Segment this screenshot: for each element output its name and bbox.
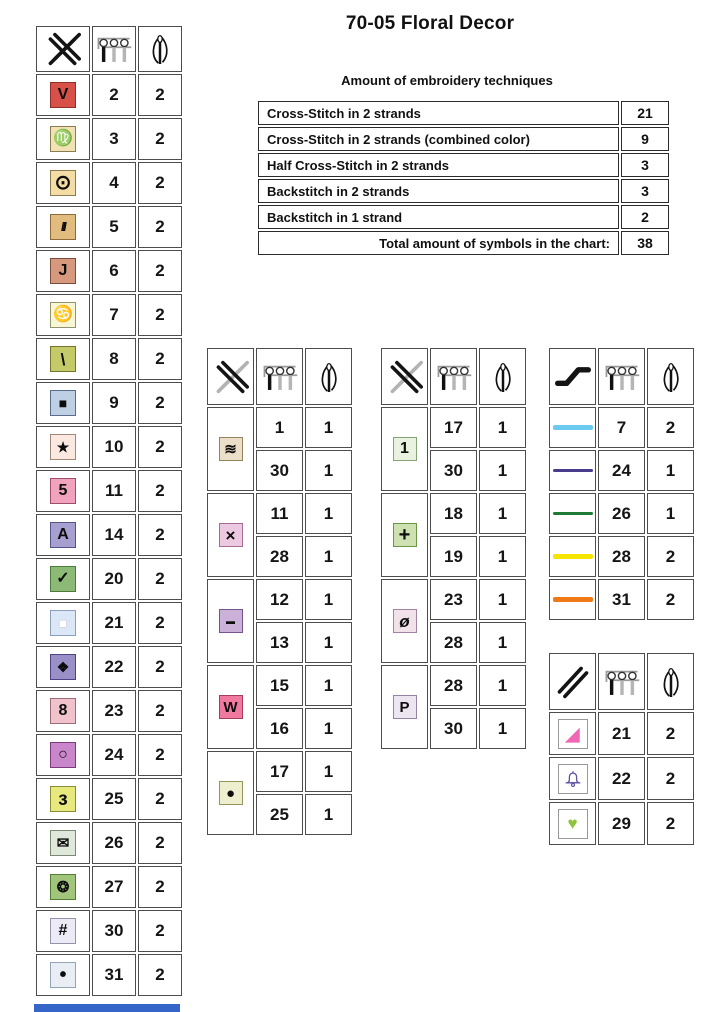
backstitch-icon <box>549 348 596 405</box>
symbol-cell <box>36 690 90 732</box>
stitch-symbol-glyph: 1 <box>400 440 409 457</box>
strands-cell: 1 <box>305 708 352 749</box>
strands-cell: 2 <box>138 822 182 864</box>
strands-cell: 2 <box>138 118 182 160</box>
technique-count: 2 <box>621 205 669 229</box>
color-number-cell: 30 <box>92 910 136 952</box>
legend-header-row <box>549 348 694 405</box>
symbol-cell <box>207 493 254 577</box>
strands-cell: 1 <box>479 579 526 620</box>
strands-cell: 1 <box>479 407 526 448</box>
summary-row <box>258 101 669 125</box>
strands-cell: 2 <box>138 250 182 292</box>
legend-row <box>36 778 182 820</box>
strands-cell: 1 <box>479 536 526 577</box>
symbol-cell <box>381 407 428 491</box>
color-number-cell: 25 <box>256 794 303 835</box>
color-number-cell: 1 <box>256 407 303 448</box>
symbol-cell <box>549 536 596 577</box>
legend-row <box>381 407 526 448</box>
stitch-symbol <box>50 566 76 592</box>
symbol-cell <box>36 74 90 116</box>
legend-row <box>207 407 352 448</box>
legend-row <box>207 493 352 534</box>
strands-cell: 2 <box>138 646 182 688</box>
bell-symbol <box>558 764 588 794</box>
symbol-cell <box>36 514 90 556</box>
strands-cell: 2 <box>647 757 694 800</box>
total-label: Total amount of symbols in the chart: <box>258 231 619 255</box>
color-number-cell: 19 <box>430 536 477 577</box>
technique-label: Half Cross-Stitch in 2 strands <box>258 153 619 177</box>
symbol-cell <box>36 558 90 600</box>
technique-count: 3 <box>621 153 669 177</box>
stitch-symbol <box>219 695 243 719</box>
legend-header-row <box>36 26 182 72</box>
legend-row <box>36 162 182 204</box>
strands-cell: 2 <box>647 407 694 448</box>
stitch-symbol-glyph: 8 <box>58 702 68 719</box>
color-number-cell: 17 <box>430 407 477 448</box>
strands-cell: 2 <box>138 426 182 468</box>
legend-row <box>549 450 694 491</box>
stitch-symbol <box>219 523 243 547</box>
legend-header-row <box>207 348 352 405</box>
symbol-cell <box>36 250 90 292</box>
legend-row <box>36 734 182 776</box>
color-number-cell: 2 <box>92 74 136 116</box>
stitch-symbol-glyph: ✉ <box>56 834 70 852</box>
strands-cell: 1 <box>305 622 352 663</box>
stitch-symbol-glyph: ♍ <box>53 130 73 147</box>
strands-cell: 2 <box>138 866 182 908</box>
color-number-cell: 31 <box>598 579 645 620</box>
stitch-symbol <box>393 695 417 719</box>
needle-strands-icon <box>479 348 526 405</box>
legend-row <box>36 954 182 996</box>
stitch-symbol <box>50 654 76 680</box>
strands-cell: 2 <box>138 74 182 116</box>
stitch-symbol <box>50 610 76 636</box>
symbol-cell <box>36 602 90 644</box>
cross-stitch-icon <box>36 26 90 72</box>
stitch-symbol-glyph: ≋ <box>224 440 237 458</box>
legend-row <box>36 602 182 644</box>
stitch-symbol <box>219 609 243 633</box>
legend-row <box>549 712 694 755</box>
summary-total-row <box>258 231 669 255</box>
embroidery-techniques-table <box>256 99 671 257</box>
combined-cross-stitch-icon <box>207 348 254 405</box>
stitch-symbol-glyph: • <box>59 964 67 986</box>
symbol-cell <box>381 579 428 663</box>
strands-cell: 2 <box>138 162 182 204</box>
color-number-cell: 22 <box>598 757 645 800</box>
color-number-cell: 13 <box>256 622 303 663</box>
color-number-cell: 9 <box>92 382 136 424</box>
stitch-symbol-glyph: + <box>398 524 411 546</box>
stitch-symbol-glyph: ▬ <box>226 615 235 626</box>
technique-count: 9 <box>621 127 669 151</box>
bell-icon <box>563 769 583 789</box>
strands-cell: 2 <box>138 206 182 248</box>
legend-row <box>36 118 182 160</box>
stitch-symbol <box>50 434 76 460</box>
legend-row <box>36 822 182 864</box>
legend-row <box>36 338 182 380</box>
color-number-cell: 18 <box>430 493 477 534</box>
legend-row <box>36 558 182 600</box>
legend-row <box>381 493 526 534</box>
symbol-cell <box>549 757 596 800</box>
summary-row <box>258 127 669 151</box>
strands-cell: 2 <box>138 558 182 600</box>
color-number-cell: 27 <box>92 866 136 908</box>
stitch-symbol <box>393 437 417 461</box>
half-cross-stitch-icon <box>549 653 596 710</box>
symbol-cell <box>549 579 596 620</box>
strands-cell: 2 <box>138 690 182 732</box>
strands-cell: 2 <box>138 602 182 644</box>
color-number-cell: 7 <box>92 294 136 336</box>
strands-cell: 1 <box>305 751 352 792</box>
stitch-symbol <box>50 522 76 548</box>
legend-row <box>36 294 182 336</box>
symbol-cell <box>36 910 90 952</box>
cross-stitch-legend-table <box>34 24 184 998</box>
strands-cell: 2 <box>138 470 182 512</box>
thread-color-icon <box>92 26 136 72</box>
stitch-symbol <box>50 258 76 284</box>
color-number-cell: 25 <box>92 778 136 820</box>
stitch-symbol-glyph: ◢ <box>565 723 580 744</box>
summary-table-title: Amount of embroidery techniques <box>341 73 553 88</box>
backstitch-line-swatch <box>553 554 593 559</box>
stitch-symbol-glyph: ■ <box>58 395 68 411</box>
technique-label: Cross-Stitch in 2 strands (combined color) <box>258 127 619 151</box>
needle-strands-icon <box>305 348 352 405</box>
color-number-cell: 22 <box>92 646 136 688</box>
strands-cell: 2 <box>647 536 694 577</box>
strands-cell: 1 <box>479 708 526 749</box>
color-number-cell: 7 <box>598 407 645 448</box>
summary-row <box>258 179 669 203</box>
stitch-symbol-glyph: ■ <box>58 615 68 631</box>
color-number-cell: 11 <box>256 493 303 534</box>
legend-row <box>549 493 694 534</box>
symbol-cell <box>36 382 90 424</box>
strands-cell: 2 <box>138 734 182 776</box>
technique-count: 21 <box>621 101 669 125</box>
color-number-cell: 23 <box>92 690 136 732</box>
backstitch-line-swatch <box>553 425 593 430</box>
backstitch-line-swatch <box>553 469 593 472</box>
color-number-cell: 29 <box>598 802 645 845</box>
color-number-cell: 17 <box>256 751 303 792</box>
strands-cell: 2 <box>138 338 182 380</box>
backstitch-line-swatch <box>553 597 593 602</box>
stitch-symbol <box>50 830 76 856</box>
stitch-symbol <box>50 874 76 900</box>
stitch-symbol <box>219 781 243 805</box>
technique-label: Cross-Stitch in 2 strands <box>258 101 619 125</box>
legend-row <box>549 579 694 620</box>
legend-row <box>381 665 526 706</box>
legend-row <box>36 690 182 732</box>
combined-color-legend-table-2 <box>379 346 528 751</box>
strands-cell: 2 <box>138 382 182 424</box>
combined-cross-stitch-icon <box>381 348 428 405</box>
strands-cell: 1 <box>479 450 526 491</box>
stitch-symbol <box>50 698 76 724</box>
stitch-symbol <box>50 170 76 196</box>
legend-row <box>36 206 182 248</box>
symbol-cell <box>36 206 90 248</box>
stitch-symbol-glyph: A <box>57 526 69 543</box>
symbol-cell <box>207 751 254 835</box>
stitch-symbol-glyph: V <box>57 86 69 103</box>
strands-cell: 1 <box>305 493 352 534</box>
strands-cell: 2 <box>647 802 694 845</box>
stitch-symbol-glyph: P <box>399 698 410 716</box>
color-number-cell: 6 <box>92 250 136 292</box>
legend-row <box>36 74 182 116</box>
legend-row <box>36 250 182 292</box>
stitch-symbol <box>558 809 588 839</box>
strands-cell: 2 <box>647 712 694 755</box>
color-number-cell: 10 <box>92 426 136 468</box>
strands-cell: 1 <box>479 493 526 534</box>
thread-color-icon <box>598 653 645 710</box>
strands-cell: 2 <box>138 294 182 336</box>
legend-row <box>36 426 182 468</box>
stitch-symbol-glyph: # <box>58 922 68 939</box>
stitch-symbol-glyph: × <box>225 525 236 545</box>
symbol-cell <box>36 338 90 380</box>
symbol-cell <box>207 665 254 749</box>
combined-color-legend-table-1 <box>205 346 354 837</box>
strands-cell: 1 <box>305 536 352 577</box>
legend-row <box>549 536 694 577</box>
strands-cell: 1 <box>647 450 694 491</box>
color-number-cell: 24 <box>598 450 645 491</box>
stitch-symbol-glyph: ɜ <box>58 788 68 810</box>
half-cross-stitch-legend-table <box>547 651 696 847</box>
legend-row <box>207 751 352 792</box>
color-number-cell: 30 <box>256 450 303 491</box>
stitch-symbol <box>393 523 417 547</box>
stitch-symbol <box>50 918 76 944</box>
stitch-symbol-glyph: ✓ <box>56 570 70 587</box>
strands-cell: 1 <box>647 493 694 534</box>
legend-row <box>36 382 182 424</box>
stitch-symbol-glyph: 5 <box>58 482 68 499</box>
color-number-cell: 14 <box>92 514 136 556</box>
stitch-symbol-glyph: ♋ <box>53 306 73 323</box>
symbol-cell <box>36 822 90 864</box>
color-number-cell: 12 <box>256 579 303 620</box>
stitch-symbol-glyph: ○ <box>58 746 68 763</box>
symbol-cell <box>36 162 90 204</box>
symbol-cell <box>36 778 90 820</box>
color-number-cell: 26 <box>92 822 136 864</box>
symbol-cell <box>36 646 90 688</box>
stitch-symbol-glyph: \ <box>60 349 66 369</box>
legend-row <box>549 802 694 845</box>
stitch-symbol-glyph: ● <box>225 784 236 802</box>
stitch-symbol-glyph: J <box>58 262 68 279</box>
symbol-cell <box>36 734 90 776</box>
color-number-cell: 8 <box>92 338 136 380</box>
stitch-symbol <box>50 214 76 240</box>
stitch-symbol-glyph: W <box>223 698 238 716</box>
legend-row <box>36 910 182 952</box>
legend-header-row <box>381 348 526 405</box>
strands-cell: 1 <box>305 407 352 448</box>
thread-color-icon <box>598 348 645 405</box>
symbol-cell <box>36 866 90 908</box>
strands-cell: 2 <box>138 910 182 952</box>
color-number-cell: 15 <box>256 665 303 706</box>
color-number-cell: 3 <box>92 118 136 160</box>
color-number-cell: 5 <box>92 206 136 248</box>
stitch-symbol-glyph: ★ <box>56 439 70 455</box>
strands-cell: 1 <box>305 450 352 491</box>
stitch-symbol <box>558 719 588 749</box>
stitch-symbol-glyph: ⊙ <box>54 172 72 194</box>
symbol-cell <box>549 493 596 534</box>
symbol-cell <box>381 493 428 577</box>
summary-row <box>258 153 669 177</box>
stitch-symbol <box>50 346 76 372</box>
legend-row <box>381 579 526 620</box>
stitch-symbol <box>50 962 76 988</box>
color-number-cell: 26 <box>598 493 645 534</box>
technique-label: Backstitch in 1 strand <box>258 205 619 229</box>
stitch-symbol <box>50 302 76 328</box>
color-number-cell: 20 <box>92 558 136 600</box>
technique-count: 3 <box>621 179 669 203</box>
color-number-cell: 24 <box>92 734 136 776</box>
color-number-cell: 28 <box>598 536 645 577</box>
symbol-cell <box>36 294 90 336</box>
color-number-cell: 28 <box>256 536 303 577</box>
symbol-cell <box>549 802 596 845</box>
symbol-cell <box>36 118 90 160</box>
technique-label: Backstitch in 2 strands <box>258 179 619 203</box>
color-number-cell: 21 <box>598 712 645 755</box>
strands-cell: 2 <box>138 514 182 556</box>
color-number-cell: 16 <box>256 708 303 749</box>
color-number-cell: 4 <box>92 162 136 204</box>
legend-row <box>36 866 182 908</box>
symbol-cell <box>36 954 90 996</box>
color-number-cell: 28 <box>430 622 477 663</box>
symbol-cell <box>36 426 90 468</box>
color-number-cell: 28 <box>430 665 477 706</box>
symbol-cell <box>207 579 254 663</box>
symbol-cell <box>549 712 596 755</box>
legend-header-row <box>549 653 694 710</box>
strands-cell: 1 <box>305 665 352 706</box>
needle-strands-icon <box>647 348 694 405</box>
color-number-cell: 21 <box>92 602 136 644</box>
legend-row <box>549 757 694 800</box>
backstitch-legend-table <box>547 346 696 622</box>
needle-strands-icon <box>138 26 182 72</box>
strands-cell: 2 <box>138 778 182 820</box>
stitch-symbol <box>50 786 76 812</box>
needle-strands-icon <box>647 653 694 710</box>
color-number-cell: 30 <box>430 708 477 749</box>
color-number-cell: 11 <box>92 470 136 512</box>
color-number-cell: 30 <box>430 450 477 491</box>
total-count: 38 <box>621 231 669 255</box>
legend-row <box>36 470 182 512</box>
stitch-symbol <box>50 126 76 152</box>
stitch-symbol-glyph: ❖ <box>56 659 70 675</box>
symbol-cell <box>549 407 596 448</box>
thread-color-icon <box>256 348 303 405</box>
strands-cell: 2 <box>138 954 182 996</box>
stitch-symbol <box>50 478 76 504</box>
symbol-cell <box>381 665 428 749</box>
strands-cell: 2 <box>647 579 694 620</box>
strands-cell: 1 <box>305 794 352 835</box>
stitch-symbol-glyph: ø <box>399 611 410 631</box>
stitch-symbol <box>50 390 76 416</box>
stitch-symbol <box>219 437 243 461</box>
strands-cell: 1 <box>305 579 352 620</box>
legend-row <box>36 514 182 556</box>
stitch-symbol <box>393 609 417 633</box>
symbol-cell <box>36 470 90 512</box>
legend-row <box>207 579 352 620</box>
color-number-cell: 23 <box>430 579 477 620</box>
legend-row <box>207 665 352 706</box>
thread-color-icon <box>430 348 477 405</box>
backstitch-line-swatch <box>553 512 593 515</box>
legend-row <box>549 407 694 448</box>
stitch-symbol-glyph: /// <box>60 220 65 234</box>
stitch-symbol <box>50 82 76 108</box>
legend-row <box>36 646 182 688</box>
summary-row <box>258 205 669 229</box>
symbol-cell <box>207 407 254 491</box>
page-title: 70-05 Floral Decor <box>345 13 515 34</box>
stitch-symbol <box>50 742 76 768</box>
page-footer-color-bar <box>34 1004 180 1012</box>
strands-cell: 1 <box>479 622 526 663</box>
color-number-cell: 31 <box>92 954 136 996</box>
stitch-symbol-glyph: ❂ <box>56 878 70 896</box>
stitch-symbol-glyph: ♥ <box>567 814 578 833</box>
strands-cell: 1 <box>479 665 526 706</box>
symbol-cell <box>549 450 596 491</box>
